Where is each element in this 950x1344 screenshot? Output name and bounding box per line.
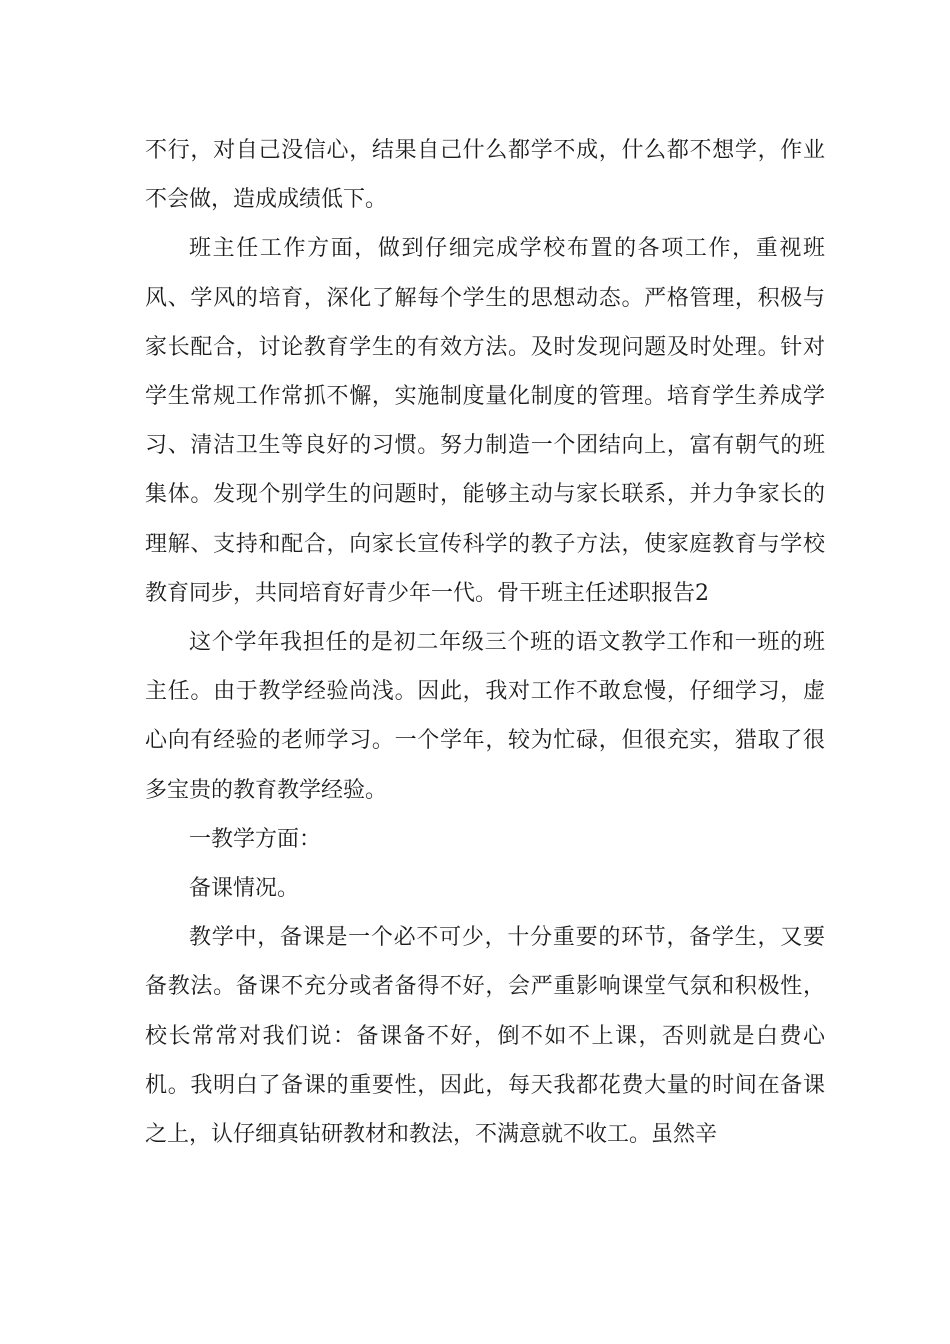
paragraph-continuation: 不行，对自己没信心，结果自己什么都学不成，什么都不想学，作业不会做，造成成绩低下。 [145,138,825,213]
section-heading-teaching: 一教学方面： [189,826,322,852]
document-body [145,126,825,1159]
paragraph-school-year-intro: 这个学年我担任的是初二年级三个班的语文教学工作和一班的班主任。由于教学经验尚浅。因此，我对工作不敢怠慢，仔细学习，虚心向有经验的老师学习。一个学年，较为忙碌，但很充实，猎取了很多宝贵的教育教学经验。 [145,630,825,803]
paragraph-class-teacher-work: 班主任工作方面，做到仔细完成学校布置的各项工作，重视班风、学风的培育，深化了解每个学生的思想动态。严格管理，积极与家长配合，讨论教育学生的有效方法。及时发现问题及时处理。针对学生常规工作常抓不懈，实施制度量化制度的管理。培育学生养成学习、清洁卫生等良好的习惯。努力制造一个团结向上，富有朝气的班集体。发现个别学生的问题时，能够主动与家长联系，并力争家长的理解、支持和配合，向家长宣传科学的教子方法，使家庭教育与学校教育同步，共同培育好青少年一代。骨干班主任述职报告2 [145,236,825,606]
subsection-heading-lesson-prep: 备课情况。 [189,876,300,902]
paragraph-lesson-prep: 教学中，备课是一个必不可少，十分重要的环节，备学生，又要备教法。备课不充分或者备得不好，会严重影响课堂气氛和积极性，校长常常对我们说：备课备不好，倒不如不上课，否则就是白费心机。我明白了备课的重要性，因此，每天我都花费大量的时间在备课之上，认仔细真钻研教材和教法，不满意就不收工。虽然辛 [145,925,825,1148]
